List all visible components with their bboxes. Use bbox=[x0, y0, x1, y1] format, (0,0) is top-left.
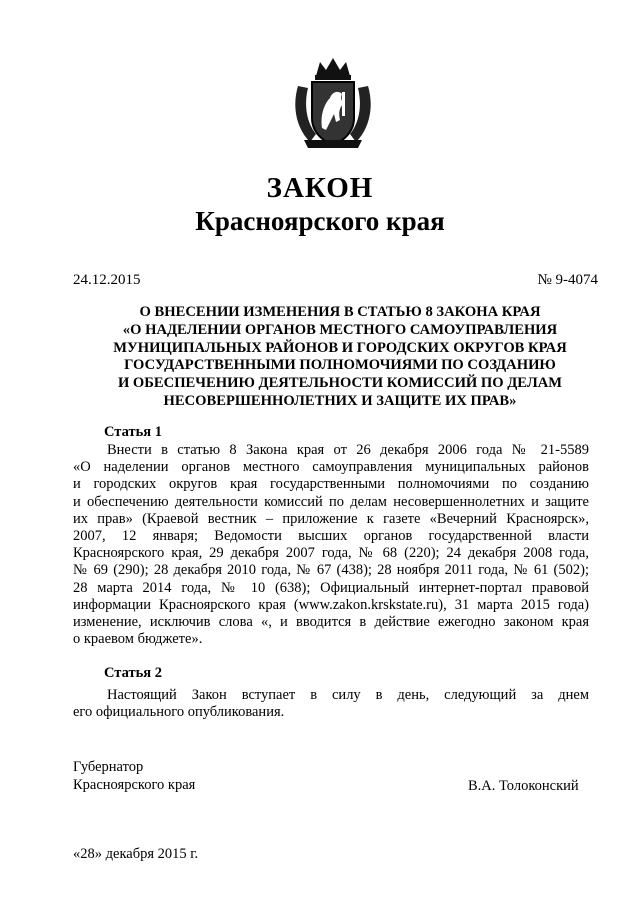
signatory-position bbox=[73, 758, 195, 794]
law-title: ЗАКОН bbox=[266, 172, 374, 204]
law-date: 24.12.2015 bbox=[73, 272, 141, 288]
coat-of-arms-emblem bbox=[290, 56, 376, 152]
heading-line: НЕСОВЕРШЕННОЛЕТНИХ И ЗАЩИТЕ ИХ ПРАВ» bbox=[163, 392, 517, 409]
heading-line: МУНИЦИПАЛЬНЫХ РАЙОНОВ И ГОРОДСКИХ ОКРУГОВ КРАЯ bbox=[113, 339, 567, 356]
text-line: 28 марта 2014 года, № 10 (638); Официальный интернет-портал правовой bbox=[73, 579, 589, 596]
text-line: Внести в статью 8 Закона края от 26 декабря 2006 года № 21-5589 bbox=[107, 442, 589, 458]
heading-line: О ВНЕСЕНИИ ИЗМЕНЕНИЯ В СТАТЬЮ 8 ЗАКОНА КРАЯ bbox=[139, 304, 541, 320]
article-2-text bbox=[73, 687, 589, 721]
signed-date: «28» декабря 2015 г. bbox=[73, 846, 199, 862]
text-line: его официального опубликования. bbox=[73, 704, 285, 721]
text-line: и обеспечению деятельности комиссий по делам несовершеннолетних и защите bbox=[73, 493, 589, 510]
text-line: информации Красноярского края (www.zakon.krskstate.ru), 31 марта 2015 года) bbox=[73, 596, 589, 613]
heading-line: ГОСУДАРСТВЕННЫМИ ПОЛНОМОЧИЯМИ ПО СОЗДАНИЮ bbox=[124, 357, 556, 374]
heading-line: «О НАДЕЛЕНИИ ОРГАНОВ МЕСТНОГО САМОУПРАВЛЕНИЯ bbox=[122, 321, 558, 338]
region-title: Красноярского края bbox=[195, 206, 445, 236]
text-line: № 69 (290); 28 декабря 2010 года, № 67 (438); 28 ноября 2011 года, № 61 (502); bbox=[73, 562, 589, 579]
text-line: Настоящий Закон вступает в силу в день, следующий за днем bbox=[107, 687, 589, 703]
article-1-title: Статья 1 bbox=[104, 424, 162, 440]
position-line: Губернатор bbox=[73, 759, 144, 775]
text-line: и городских округов края государственными полномочиями по созданию bbox=[73, 476, 589, 493]
law-heading bbox=[60, 304, 620, 411]
text-line: Красноярского края, 29 декабря 2007 года, № 68 (220); 24 декабря 2008 года, bbox=[73, 545, 589, 562]
text-line: о краевом бюджете». bbox=[73, 631, 203, 648]
text-line: «О наделении органов местного самоуправления муниципальных районов bbox=[73, 459, 589, 476]
signatory-name: В.А. Толоконский bbox=[468, 778, 579, 794]
position-line: Красноярского края bbox=[73, 777, 196, 793]
text-line: 2007, 12 января; Ведомости высших органов государственной власти bbox=[73, 528, 589, 545]
heading-line: И ОБЕСПЕЧЕНИЮ ДЕЯТЕЛЬНОСТИ КОМИССИЙ ПО ДЕЛАМ bbox=[117, 375, 563, 392]
law-number: № 9-4074 bbox=[537, 272, 598, 288]
article-1-text bbox=[73, 442, 589, 648]
text-line: их прав» (Краевой вестник – приложение к газете «Вечерний Красноярск», bbox=[73, 510, 589, 527]
text-line: изменение, исключив слова «, и вводится в действие ежегодно законом края bbox=[73, 614, 589, 631]
article-2-title: Статья 2 bbox=[104, 665, 162, 681]
